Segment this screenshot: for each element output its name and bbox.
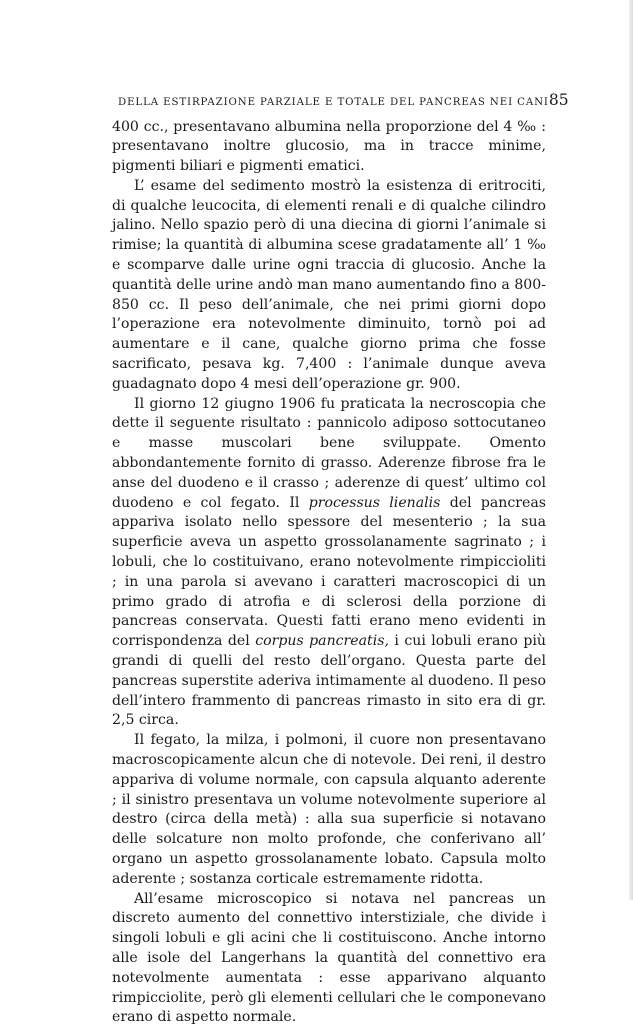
page-number: 85	[549, 91, 569, 109]
necroscopy-text-part3: i cui lobuli erano più grandi di quelli del resto dell’organo. Questa parte del pancreas superstite aderiva intimamente al duodeno. Il peso dell’intero frammento di pancreas rimasto in sito era di gr. 2,5 circa.	[112, 633, 546, 728]
paragraph-organs: Il fegato, la milza, i polmoni, il cuore non presentavano macroscopicamente alcun che di notevole. Dei reni, il destro appariva di volume normale, con capsula alquanto aderente ; il sinistro presentava un volume notevolmente superiore al destro (circa della metà) : alla sua superficie si notavano delle solcature non molto profonde, che conferivano all’ organo un aspetto grossolanamente lobato. Capsula molto aderente ; sostanza corticale estremamente ridotta.	[112, 731, 546, 889]
paragraph-continuation: 400 cc., presentavano albumina nella proporzione del 4 ‰ : presentavano inoltre glucosio, ma in tracce minime, pigmenti biliari e pigmenti ematici.	[112, 118, 546, 177]
necroscopy-text-part1: Il giorno 12 giugno 1906 fu praticata la necroscopia che dette il seguente risultato : pannicolo adiposo sottocutaneo e masse muscolari bene sviluppate. Omento abbondantemente fornito di grasso. Aderenze fibrose fra le anse del duodeno e il crasso ; aderenze di quest’ ultimo col duodeno e col fegato. Il	[112, 396, 546, 511]
running-title: DELLA ESTIRPAZIONE PARZIALE E TOTALE DEL PANCREAS NEI CANI	[118, 97, 549, 108]
running-head	[118, 91, 541, 109]
paragraph-necroscopy	[112, 395, 546, 732]
italic-processus-lienalis: processus lienalis	[309, 495, 441, 511]
italic-corpus-pancreatis: corpus pancreatis,	[255, 633, 389, 649]
page-edge	[629, 0, 633, 900]
body-text	[112, 118, 546, 1028]
paragraph-microscopic-exam: All’esame microscopico si notava nel pancreas un discreto aumento del connettivo interstiziale, che divide i singoli lobuli e gli acini che li costituiscono. Anche intorno alle isole del Langerhans la quantità del connettivo era notevolmente aumentata : esse apparivano alquanto rimpicciolite, però gli elementi cellulari che le componevano erano di aspetto normale.	[112, 890, 546, 1028]
paragraph-sediment-exam: L’ esame del sedimento mostrò la esistenza di eritrociti, di qualche leucocita, di elementi renali e di qualche cilindro jalino. Nello spazio però di una diecina di giorni l’animale si rimise; la quantità di albumina scese gradatamente all’ 1 ‰ e scomparve dalle urine ogni traccia di glucosio. Anche la quantità delle urine andò man mano aumentando fino a 800-850 cc. Il peso dell’animale, che nei primi giorni dopo l’operazione era notevolmente diminuito, tornò poi ad aumentare e il cane, qualche giorno prima che fosse sacrificato, pesava kg. 7,400 : l’animale dunque aveva guadagnato dopo 4 mesi dell’operazione gr. 900.	[112, 177, 546, 395]
necroscopy-text-part2: del pancreas appariva isolato nello spessore del mesenterio ; la sua superficie aveva un aspetto grossolanamente sagrinato ; i lobuli, che lo costituivano, erano notevolmente rimpiccioliti ; in una parola si avevano i caratteri macroscopici di un primo grado di atrofia e di sclerosi della porzione di pancreas conservata. Questi fatti erano meno evidenti in corrispondenza del	[112, 495, 546, 650]
